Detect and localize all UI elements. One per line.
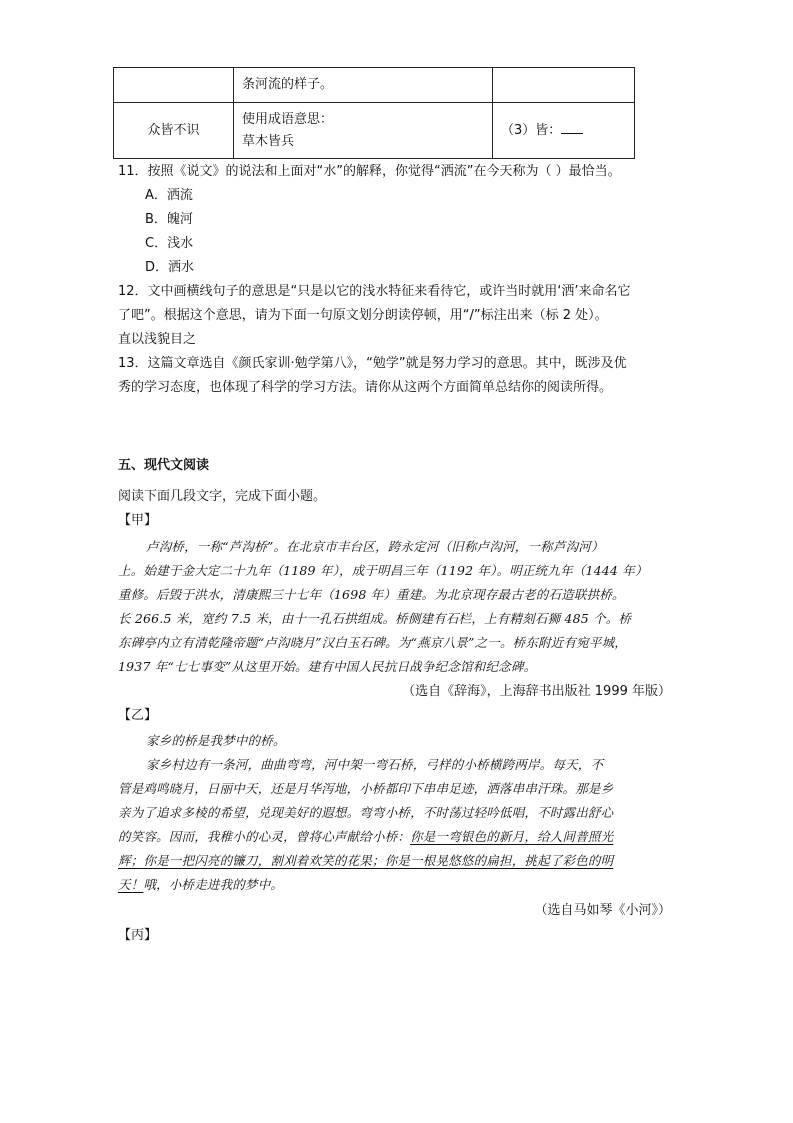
passage-yi-line [118,827,613,847]
passage-jia-line: 1937 年“七七事变”从这里开始。建有中国人民抗日战争纪念馆和纪念碑。 [118,659,537,674]
table-cell: 条河流的样子。 [234,68,493,103]
question-13-line: 秀的学习态度，也体现了科学的学习方法。请你从这两个方面简单总结你的阅读所得。 [118,380,613,395]
table-cell [493,103,635,159]
table-row [114,68,635,103]
question-12-sentence: 直以浅貌目之 [118,332,197,347]
passage-jia-source: （选自《辞海》，上海辞书出版社 1999 年版） [402,684,671,699]
answer-blank[interactable] [561,119,583,134]
question-11-option-d[interactable]: D．洒水 [145,260,195,275]
passage-jia-line: 长 266.5 米，宽约 7.5 米，由十一孔石拱组成。桥侧建有石栏，上有精刻石狮 485 个。桥 [118,611,632,626]
section-title: 五、现代文阅读 [118,458,210,473]
underlined-sentence: 天！ [118,877,144,892]
passage-label-bing: 【丙】 [118,928,158,943]
question-11-option-a[interactable]: A．洒流 [145,188,193,203]
passage-yi-source: （选自马如琴《小河》） [534,903,671,918]
passage-jia-line: 东碑亭内立有清乾隆帝题“卢沟晓月”汉白玉石碑。为“燕京八景”之一。桥东附近有宛平城， [118,635,627,650]
table-row [114,103,635,159]
question-11-option-c[interactable]: C．浅水 [145,236,194,251]
passage-label-yi: 【乙】 [118,708,158,723]
question-13-line: 13．这篇文章选自《颜氏家训·勉学第八》，“勉学”就是努力学习的意思。其中，既涉及优 [118,356,627,371]
cell-line: 使用成语意思： [242,111,334,127]
answer-table [113,67,635,159]
cell-text: （3）皆： [501,123,562,138]
question-11-option-b[interactable]: B．魄河 [145,212,193,227]
table-cell [234,103,493,159]
passage-yi-line: 家乡的桥是我梦中的桥。 [146,733,286,748]
underlined-sentence: 辉；你是一把闪亮的镰刀，割刈着欢笑的花果；你是一根晃悠悠的扁担，挑起了彩色的明 [118,853,614,868]
passage-jia-line: 重修。后毁于洪水，清康熙三十七年（1698 年）重建。为北京现存最古老的石造联拱桥。 [118,587,625,602]
passage-yi-line: 家乡村边有一条河，曲曲弯弯，河中架一弯石桥，弓样的小桥横跨两岸。每天，不 [146,757,604,772]
passage-text: 哦，小桥走进我的梦中。 [143,877,284,892]
passage-yi-line: 亲为了追求多棱的希望，兑现美好的遐想。弯弯小桥，不时荡过轻吟低唱，不时露出舒心 [118,805,614,820]
cell-line: 草木皆兵 [242,133,295,149]
table-cell [493,68,635,103]
passage-label-jia: 【甲】 [118,513,158,528]
question-12-line: 12．文中画横线句子的意思是“只是以它的浅水特征来看待它，或许当时就用‘洒’来命名它 [118,284,631,299]
table-cell [114,68,234,103]
passage-yi-line [118,875,283,895]
passage-jia-line: 上。始建于金大定二十九年（1189 年），成于明昌三年（1192 年）。明正统九年（1444 年） [118,563,648,578]
passage-jia-line: 卢沟桥，一称“芦沟桥”。在北京市丰台区，跨永定河（旧称卢沟河，一称芦沟河） [146,539,604,554]
table-cell: 众皆不识 [114,103,234,159]
question-12-line: 了吧”。根据这个意思，请为下面一句原文划分朗读停顿，用“/”标注出来（标 2 处）。 [118,308,608,323]
question-11-stem: 11．按照《说文》的说法和上面对“水”的解释，你觉得“洒流”在今天称为（ ）最恰当。 [118,164,621,179]
section-instruction: 阅读下面几段文字，完成下面小题。 [118,489,327,504]
underlined-sentence: 你是一弯银色的新月，给人间普照光 [410,829,614,844]
passage-text: 的笑容。因而，我稚小的心灵，曾将心声献给小桥： [118,829,411,844]
passage-yi-line: 管是鸡鸣晓月，日丽中天，还是月华泻地，小桥都印下串串足迹，洒落串串汗珠。那是乡 [118,781,614,796]
